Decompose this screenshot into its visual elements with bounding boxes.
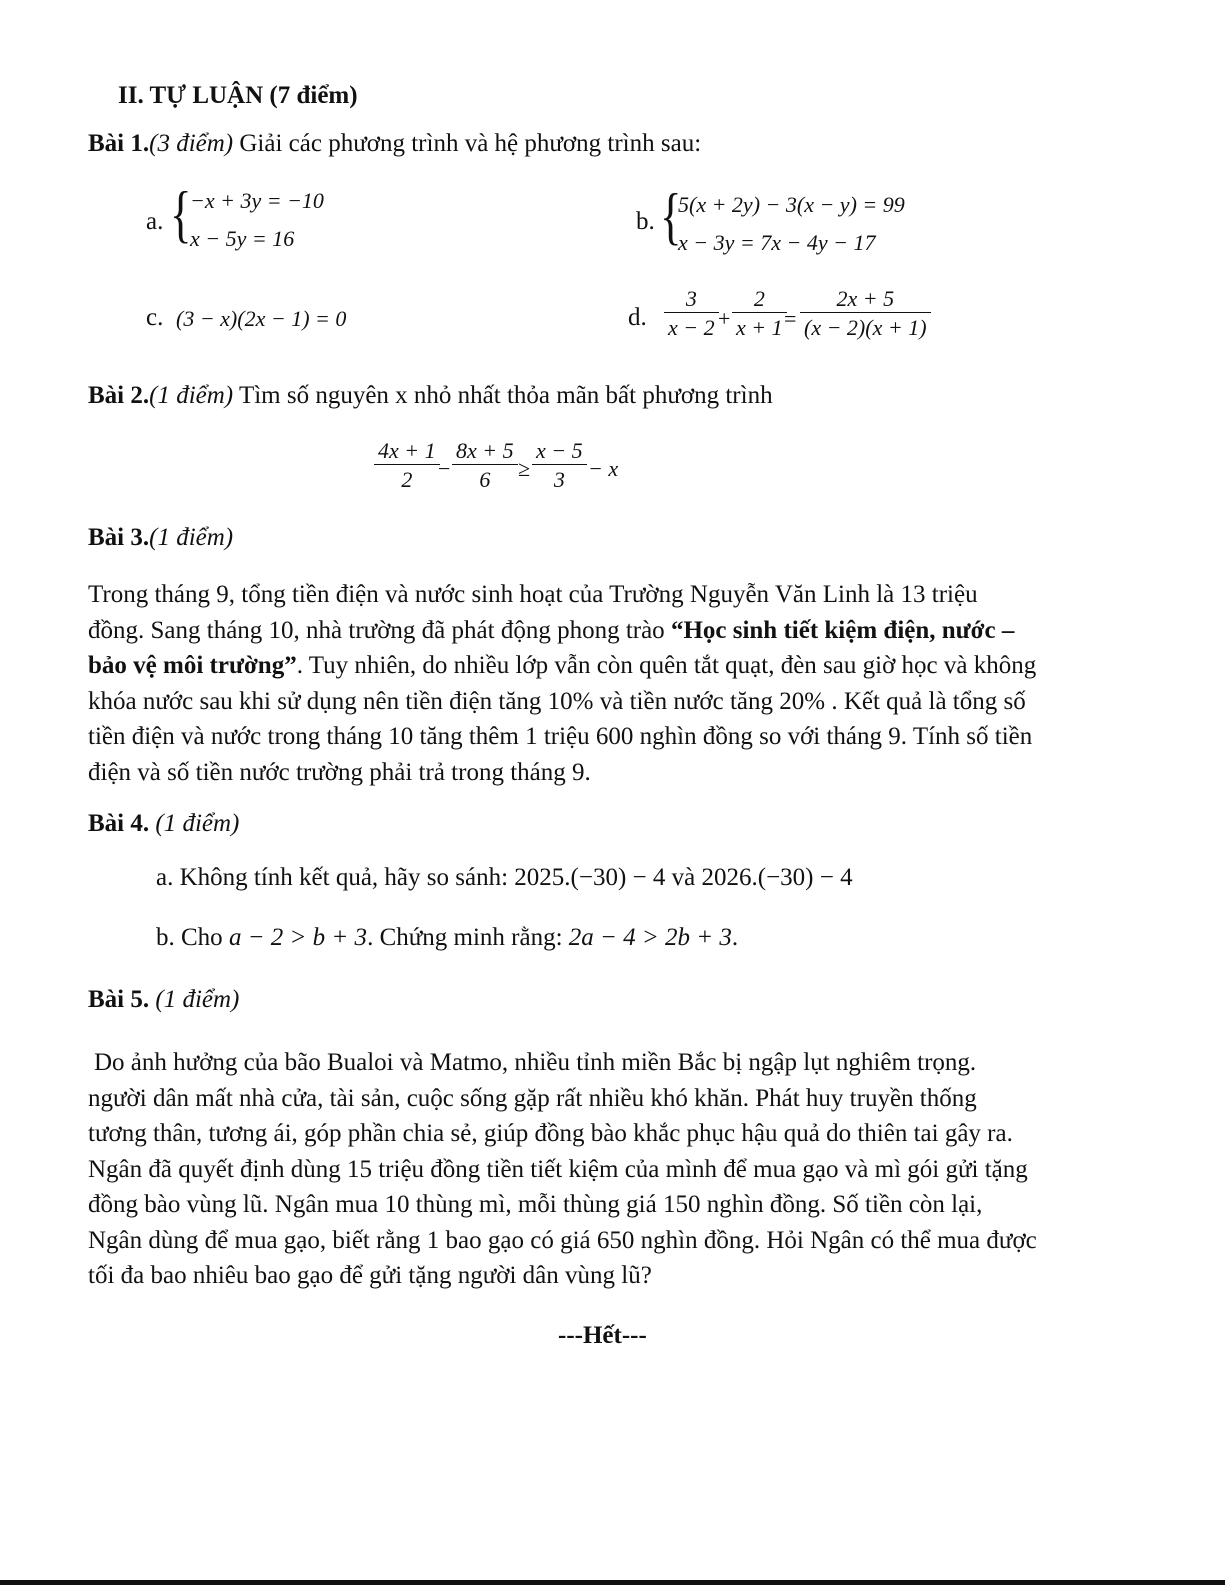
bai5-line: đồng bào vùng lũ. Ngân mua 10 thùng mì, mỗi thùng giá 150 nghìn đồng. Số tiền còn lại,	[88, 1191, 983, 1218]
bai4a-expr1: 2025.(−30) − 4	[514, 864, 666, 891]
bai3-paragraph	[88, 577, 1133, 790]
bai3-line: điện và số tiền nước trường phải trả trong tháng 9.	[88, 758, 591, 786]
bai2-geq: ≥	[518, 456, 531, 481]
bai3-points: (1 điểm)	[149, 524, 234, 551]
bai3-line: tiền điện và nước trong tháng 10 tăng thêm 1 triệu 600 nghìn đồng so với tháng 9. Tính số tiền	[88, 723, 1033, 750]
bai2-frac1-num: 4x + 1	[378, 438, 436, 463]
bai3-line-part: . Tuy nhiên, do nhiều lớp vẫn còn quên tắt quạt, đèn sau giờ học và không	[296, 652, 1037, 679]
bai1d-frac1	[664, 286, 719, 341]
bai2-minus: −	[438, 456, 451, 481]
bai1b-eq1: 5(x + 2y) − 3(x − y) = 99	[678, 192, 905, 217]
bai4b-text2: . Chứng minh rằng:	[367, 924, 563, 951]
bai4a-expr2: 2026.(−30) − 4	[701, 864, 853, 891]
bai1-label: Bài 1.	[88, 130, 150, 157]
bai1b-eq2: x − 3y = 7x − 4y − 17	[678, 230, 876, 255]
bai3-label: Bài 3.	[88, 524, 150, 551]
bai5-line: tối đa bao nhiêu bao gạo để gửi tặng người dân vùng lũ?	[88, 1262, 652, 1289]
bai1d-frac2-den: x + 1	[732, 312, 787, 341]
bai2-label: Bài 2.	[88, 382, 150, 409]
bai2-frac2-den: 6	[452, 464, 518, 493]
bai5-label: Bài 5.	[88, 986, 150, 1013]
bai1a-label: a.	[146, 208, 164, 235]
bai3-heading	[88, 524, 233, 552]
bottom-border	[0, 1580, 1225, 1585]
bai3-line-part: đồng. Sang tháng 10, nhà trường đã phát động phong trào	[88, 616, 665, 644]
bai1d-frac1-num: 3	[685, 286, 697, 311]
bai4-points: (1 điểm)	[155, 810, 240, 837]
bai5-heading	[88, 986, 239, 1014]
bai3-line	[88, 613, 1133, 649]
bai5-line: tương thân, tương ái, góp phần chia sẻ, giúp đồng bào khắc phục hậu quả do thiên tai gây ra.	[88, 1120, 1013, 1147]
bai4b-expr1: a − 2 > b + 3	[228, 924, 368, 951]
bai4a-line	[156, 864, 853, 892]
bai1b-brace: {	[660, 180, 682, 251]
bai4b-text1: b. Cho	[156, 924, 223, 951]
bai2-prompt: Tìm số nguyên x nhỏ nhất thỏa mãn bất phương trình	[238, 382, 773, 409]
bai1d-label: d.	[628, 304, 647, 331]
bai1-heading	[88, 130, 701, 158]
bai3-line	[88, 648, 1133, 684]
bai2-frac3-den: 3	[532, 464, 587, 493]
bai1-prompt: Giải các phương trình và hệ phương trình sau:	[239, 130, 702, 157]
bai4-label: Bài 4.	[88, 810, 150, 837]
bai1d-frac3	[800, 286, 931, 341]
bai1d-equals: =	[784, 306, 797, 331]
bai1d-plus: +	[718, 306, 731, 331]
bai5-line: Ngân dùng để mua gạo, biết rằng 1 bao gạo có giá 650 nghìn đồng. Hỏi Ngân có thể mua được	[88, 1226, 1037, 1254]
bai5-line: Do ảnh hưởng của bão Bualoi và Matmo, nhiều tỉnh miền Bắc bị ngập lụt nghiêm trọng.	[94, 1049, 977, 1076]
bai1c-label: c.	[146, 304, 164, 331]
bai1-points: (3 điểm)	[149, 130, 234, 157]
bai3-line: khóa nước sau khi sử dụng nên tiền điện tăng 10% và tiền nước tăng 20% . Kết quả là tổng số	[88, 687, 1026, 715]
bai1d-frac1-den: x − 2	[664, 312, 719, 341]
bai2-frac2	[452, 438, 518, 493]
bai5-line: Ngân đã quyết định dùng 15 triệu đồng tiền tiết kiệm của mình để mua gạo và mì gói gửi tặng	[88, 1155, 1028, 1183]
bai1d-frac3-num: 2x + 5	[836, 286, 895, 311]
bai5-line: người dân mất nhà cửa, tài sản, cuộc sống gặp rất nhiều khó khăn. Phát huy truyền thống	[88, 1084, 977, 1112]
bai3-line: Trong tháng 9, tổng tiền điện và nước sinh hoạt của Trường Nguyễn Văn Linh là 13 triệu	[88, 581, 978, 608]
bai4b-expr2: 2a − 4 > 2b + 3	[568, 924, 732, 951]
bai2-frac1-den: 2	[374, 464, 440, 493]
bai2-frac3	[532, 438, 587, 493]
bai2-heading	[88, 382, 773, 410]
bai4a-text: a. Không tính kết quả, hãy so sánh:	[156, 864, 509, 891]
bai4-heading	[88, 810, 239, 838]
bai1d-frac2	[732, 286, 787, 341]
bai4b-end: .	[731, 924, 739, 951]
bai2-tail: − x	[588, 456, 619, 481]
bai1d-frac2-num: 2	[753, 286, 765, 311]
bai1b-label: b.	[636, 208, 655, 235]
section-title: II. TỰ LUẬN (7 điểm)	[118, 82, 358, 109]
bai2-points: (1 điểm)	[149, 382, 234, 409]
bai4a-and: và	[671, 864, 696, 891]
bai1a-eq1: −x + 3y = −10	[190, 188, 324, 213]
bai1d-frac3-den: (x − 2)(x + 1)	[800, 312, 931, 341]
bai3-campaign-part2: bảo vệ môi trường”	[88, 652, 297, 679]
bai1a-brace: {	[170, 178, 192, 249]
end-marker: ---Hết---	[558, 1322, 647, 1349]
bai5-paragraph	[88, 1045, 1133, 1294]
bai2-frac1	[374, 438, 440, 493]
bai4b-line	[156, 924, 738, 952]
bai1c-eq: (3 − x)(2x − 1) = 0	[176, 306, 347, 331]
bai3-campaign-part1: “Học sinh tiết kiệm điện, nước –	[670, 616, 1015, 644]
bai5-points: (1 điểm)	[155, 986, 240, 1013]
bai2-frac3-num: x − 5	[536, 438, 583, 463]
bai1a-eq2: x − 5y = 16	[190, 226, 295, 251]
bai2-frac2-num: 8x + 5	[456, 438, 514, 463]
